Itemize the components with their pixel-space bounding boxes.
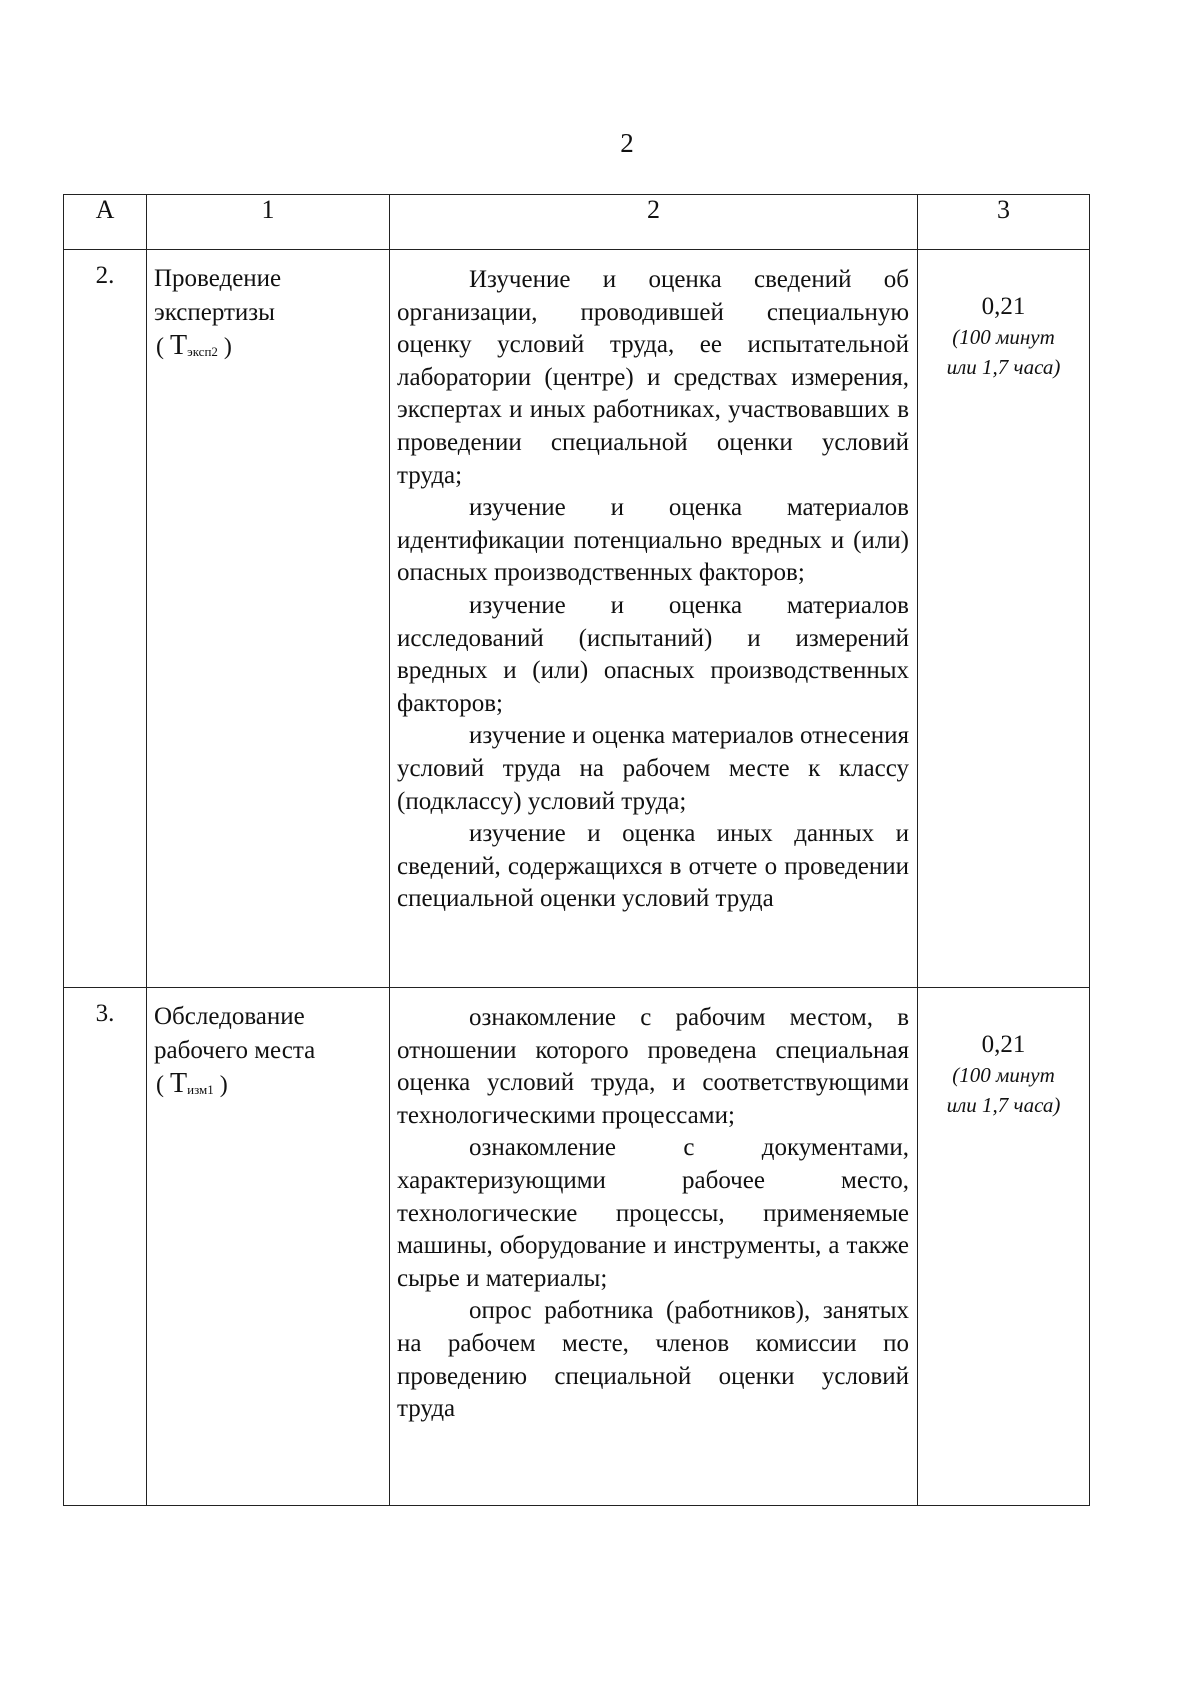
symbol-open-paren: (: [156, 1072, 164, 1098]
time-norm-value: 0,21: [981, 1031, 1026, 1058]
operation-name-line: Обследование: [154, 1003, 305, 1030]
table-row: [64, 250, 1090, 988]
description-paragraph: Изучение и оценка сведений об организации, проводившей специальную оценку условий труда, ее испытательной лаборатории (центре) и средствах измерения, экспертах и иных работниках, участвовавших в проведении специальной оценки условий труда;: [397, 266, 909, 489]
description-paragraph: ознакомление с документами, характеризующими рабочее место, технологические процессы, применяемые машины, оборудование и инструменты, а также сырье и материалы;: [397, 1134, 909, 1292]
time-norm: [918, 250, 1090, 988]
operation-description: [390, 250, 918, 988]
row-number: 2.: [64, 250, 147, 988]
operation-name: [147, 988, 390, 1506]
symbol-letter: Т: [170, 330, 188, 361]
header-col-1: 1: [147, 195, 390, 250]
description-paragraph: изучение и оценка материалов отнесения условий труда на рабочем месте к классу (подклассу) условий труда;: [397, 722, 909, 815]
time-norm: [918, 988, 1090, 1506]
description-paragraph: изучение и оценка иных данных и сведений, содержащихся в отчете о проведении специальной оценки условий труда: [397, 820, 909, 913]
header-col-a: А: [64, 195, 147, 250]
page-number: 2: [620, 128, 634, 158]
operation-name-line: Проведение: [154, 265, 282, 292]
time-norm-value: 0,21: [981, 293, 1026, 320]
symbol-open-paren: (: [156, 334, 164, 360]
symbol-close-paren: ): [223, 334, 232, 360]
operation-description: [390, 988, 918, 1506]
description-paragraph: ознакомление с рабочим местом, в отношении которого проведена специальная оценка условий труда, и соответствующими технологическими процессами;: [397, 1004, 909, 1129]
operation-name: [147, 250, 390, 988]
time-symbol: [156, 1069, 228, 1105]
table-row: [64, 988, 1090, 1506]
row-number: 3.: [64, 988, 147, 1506]
operation-name-line: экспертизы: [154, 299, 275, 326]
header-col-2: 2: [390, 195, 918, 250]
time-norm-note: (100 минут: [952, 325, 1055, 349]
table-header-row: [64, 195, 1090, 250]
operation-name-line: рабочего места: [154, 1037, 316, 1064]
description-paragraph: изучение и оценка материалов идентификации потенциально вредных и (или) опасных производственных факторов;: [397, 494, 909, 587]
symbol-close-paren: ): [219, 1072, 228, 1098]
time-norm-note: (100 минут: [952, 1063, 1055, 1087]
norms-table: [63, 194, 1090, 1506]
symbol-subscript: изм1: [187, 1082, 214, 1097]
symbol-letter: Т: [170, 1068, 188, 1099]
header-col-3: 3: [918, 195, 1090, 250]
time-norm-note: или 1,7 часа): [946, 1093, 1061, 1117]
description-paragraph: опрос работника (работников), занятых на рабочем месте, членов комиссии по проведению специальной оценки условий труда: [397, 1297, 909, 1423]
description-paragraph: изучение и оценка материалов исследований (испытаний) и измерений вредных и (или) опасных производственных факторов;: [397, 591, 909, 717]
time-norm-note: или 1,7 часа): [946, 355, 1061, 379]
time-symbol: [156, 331, 232, 367]
symbol-subscript: эксп2: [187, 344, 218, 359]
